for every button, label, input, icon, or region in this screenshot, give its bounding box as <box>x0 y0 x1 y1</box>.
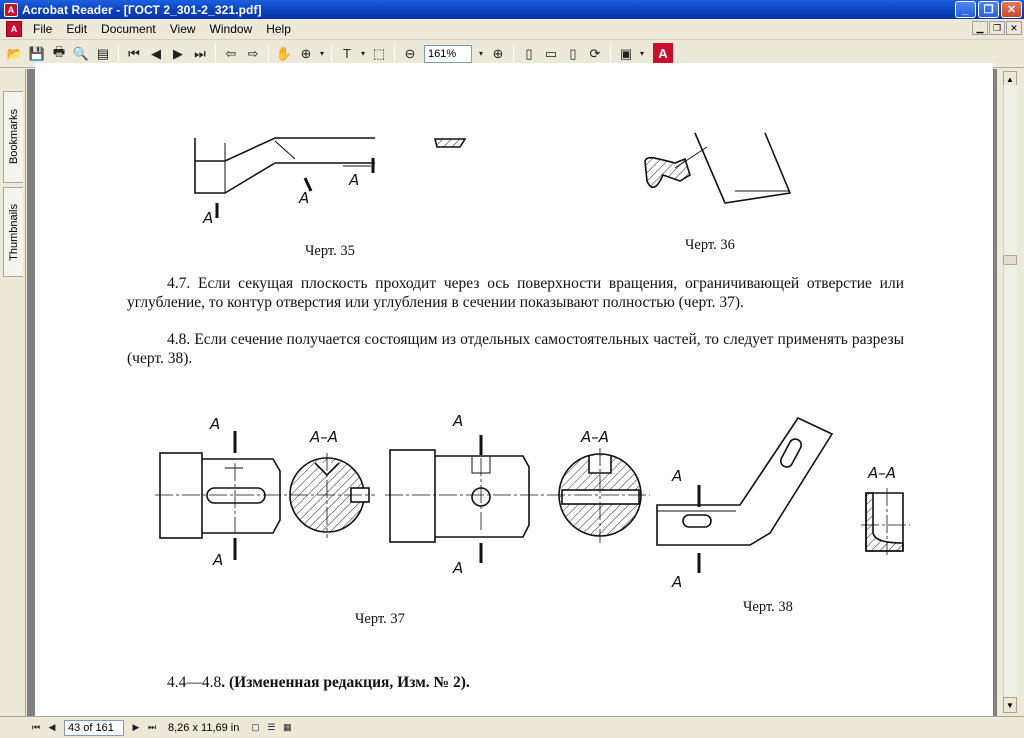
zoom-tool-icon[interactable]: ⊕ <box>300 45 312 61</box>
tab-thumbnails[interactable] <box>3 187 23 277</box>
menu-window[interactable]: Window <box>209 22 253 36</box>
label-a: A <box>349 171 360 189</box>
search-icon[interactable]: 🔍 <box>72 45 90 61</box>
label-a: A <box>453 412 464 430</box>
figure-labels <box>202 171 896 591</box>
restore-button[interactable]: ❐ <box>978 1 999 18</box>
acrobat-app-icon: A <box>4 3 18 17</box>
label-a: A <box>210 415 221 433</box>
menu-help[interactable]: Help <box>266 22 291 36</box>
text-select-dropdown-icon[interactable]: ▾ <box>360 49 365 58</box>
next-page-icon[interactable]: ▶ <box>132 722 140 732</box>
text-select-icon[interactable]: T <box>343 46 351 61</box>
tab-bookmarks-label: Bookmarks <box>7 109 20 165</box>
previous-page-icon[interactable]: ◀ <box>48 722 56 732</box>
save-icon[interactable]: 💾 <box>28 45 46 61</box>
zoom-out-icon[interactable]: ⊖ <box>404 45 416 61</box>
caption-figure-38: Черт. 38 <box>743 599 793 615</box>
status-bar <box>0 716 1024 738</box>
zoom-input[interactable]: 161% <box>424 45 472 63</box>
show-hide-navigation-icon[interactable]: ▤ <box>96 45 110 61</box>
document-icon[interactable]: A <box>6 21 22 37</box>
continuous-icon[interactable]: ☰ <box>267 722 276 732</box>
document-window-controls <box>972 21 1022 35</box>
adobe-logo-icon[interactable]: A <box>653 43 673 65</box>
rotate-view-icon[interactable]: ⟳ <box>589 45 601 61</box>
window-title: Acrobat Reader - [ГОСТ 2_301-2_321.pdf] <box>22 2 262 17</box>
first-page-icon[interactable]: ⏮ <box>128 45 140 61</box>
tab-thumbnails-label: Thumbnails <box>7 203 20 261</box>
fit-width-icon[interactable]: ▯ <box>569 45 577 61</box>
scroll-down-icon[interactable]: ▼ <box>1003 697 1017 713</box>
menu-edit[interactable]: Edit <box>66 22 88 36</box>
scroll-thumb[interactable] <box>1003 255 1017 265</box>
tools-icon[interactable]: ▣ <box>619 45 633 61</box>
label-a-a: A–A <box>868 464 897 482</box>
title-bar <box>0 0 1024 19</box>
label-a: A <box>453 559 464 577</box>
doc-restore-button[interactable]: ❐ <box>989 21 1005 35</box>
menu-file[interactable]: File <box>33 22 53 36</box>
scroll-up-icon[interactable]: ▲ <box>1003 71 1017 87</box>
caption-figure-35: Черт. 35 <box>305 243 355 259</box>
technical-drawings <box>35 63 993 723</box>
label-a: A <box>672 573 683 591</box>
go-forward-icon[interactable]: ⇨ <box>247 45 259 61</box>
label-a: A <box>672 467 683 485</box>
zoom-in-icon[interactable]: ⊕ <box>492 45 504 61</box>
print-icon[interactable]: 🖶 <box>52 43 66 59</box>
zoom-dropdown-icon[interactable]: ▾ <box>478 49 483 58</box>
hand-tool-icon[interactable]: ✋ <box>275 45 293 61</box>
previous-page-icon[interactable]: ◀ <box>151 45 161 61</box>
close-button[interactable]: ✕ <box>1001 1 1022 18</box>
doc-close-button[interactable]: ✕ <box>1006 21 1022 35</box>
caption-figure-37: Черт. 37 <box>355 611 405 627</box>
last-page-icon[interactable]: ⏭ <box>147 722 157 732</box>
actual-size-icon[interactable]: ▯ <box>525 45 533 61</box>
paragraph-4-7: 4.7. Если секущая плоскость проходит через ось поверхности вращения, ограничивающей отверстие или углубление, то контур отверстия или углубления в сечении показывают полностью (черт. 37). <box>127 275 904 311</box>
first-page-icon[interactable]: ⏮ <box>31 722 41 732</box>
menu-document[interactable]: Document <box>101 22 156 36</box>
document-view[interactable] <box>27 69 997 716</box>
single-page-icon[interactable]: ▢ <box>251 722 260 732</box>
label-a: A <box>299 189 310 207</box>
last-page-icon[interactable]: ⏭ <box>194 45 206 61</box>
label-a: A <box>213 551 224 569</box>
paragraph-4-8: 4.8. Если сечение получается состоящим из отдельных самостоятельных частей, то следует применять разрезы (черт. 38). <box>127 331 904 367</box>
page-size: 8,26 x 11,69 in <box>168 721 240 734</box>
vertical-scrollbar[interactable] <box>997 69 1024 716</box>
menu-bar <box>0 19 1024 40</box>
label-a: A <box>203 209 214 227</box>
continuous-facing-icon[interactable]: ▦ <box>283 722 292 732</box>
page-number-input[interactable]: 43 of 161 <box>64 720 124 736</box>
window-controls <box>955 1 1022 18</box>
amendment-note <box>167 674 470 692</box>
caption-figure-36: Черт. 36 <box>685 237 735 253</box>
label-a-a: A–A <box>581 428 610 446</box>
label-a-a: A–A <box>310 428 339 446</box>
open-icon[interactable]: 📂 <box>6 45 24 61</box>
minimize-button[interactable]: _ <box>955 1 976 18</box>
menu-view[interactable]: View <box>169 22 196 36</box>
scroll-track[interactable] <box>1003 85 1017 701</box>
doc-minimize-button[interactable]: ▁ <box>972 21 988 35</box>
amendment-range: 4.4—4.8 <box>167 674 222 691</box>
next-page-icon[interactable]: ▶ <box>173 45 183 61</box>
amendment-text: . (Измененная редакция, Изм. № 2). <box>221 674 470 691</box>
go-back-icon[interactable]: ⇦ <box>225 45 237 61</box>
tools-dropdown-icon[interactable]: ▾ <box>639 49 644 58</box>
snapshot-icon[interactable]: ⬚ <box>372 45 386 61</box>
pdf-page <box>35 63 993 723</box>
navigation-panel <box>0 69 26 716</box>
zoom-tool-dropdown-icon[interactable]: ▾ <box>319 49 324 58</box>
tab-bookmarks[interactable] <box>3 91 23 183</box>
fit-page-icon[interactable]: ▭ <box>544 45 558 61</box>
